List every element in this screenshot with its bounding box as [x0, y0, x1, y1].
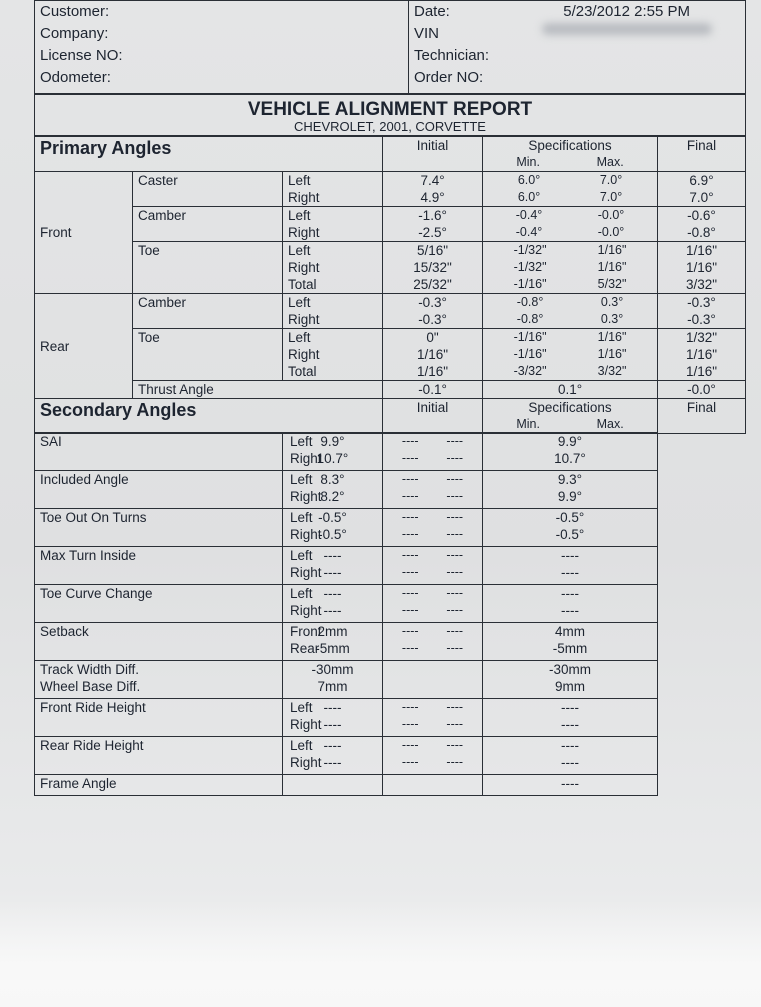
final-cell: [483, 623, 658, 661]
side-labels: [290, 547, 322, 581]
value-cell: ----: [401, 717, 419, 731]
row-label-cell: [35, 661, 283, 699]
spec-cell: [383, 737, 483, 775]
value-cell: 5/32": [597, 277, 627, 291]
value-cell: 1/32": [685, 330, 718, 345]
header-table: [34, 0, 746, 94]
row-label: SAI: [40, 434, 62, 449]
spec-header: [483, 398, 658, 433]
secondary-heading: Secondary Angles: [35, 398, 383, 433]
final-cell: [483, 471, 658, 509]
value-cell: ----: [401, 489, 419, 503]
value-cell: 1/16": [597, 243, 627, 257]
toe-label: Toe: [133, 242, 283, 294]
spec-row: [388, 450, 477, 467]
value-cell: -30mm: [311, 662, 354, 677]
value-cell: -30mm: [548, 662, 591, 677]
toe-label: Toe: [133, 329, 283, 381]
value-cell: 7.4°: [420, 173, 445, 188]
final-cell: [483, 509, 658, 547]
customer-info: [35, 1, 409, 94]
row-label: Wheel Base Diff.: [40, 679, 141, 694]
spec-row: [388, 526, 477, 543]
value-cell: -5mm: [552, 641, 588, 656]
license-label: License NO:: [40, 47, 123, 64]
value-cell: 6.9°: [689, 173, 714, 188]
value-cell: 1/16": [685, 260, 718, 275]
value-cell: ----: [561, 776, 579, 791]
side-label: Right: [290, 755, 322, 770]
value-cell: ----: [401, 434, 419, 448]
report-title-cell: [35, 95, 746, 136]
value-cell: -0.8°: [516, 295, 544, 309]
final-cell: [483, 547, 658, 585]
value-cell: 8.2°: [320, 489, 345, 504]
final-cell: [483, 433, 658, 471]
primary-table: [34, 136, 746, 399]
value-cell: ----: [446, 641, 464, 655]
value-cell: ----: [561, 755, 579, 770]
initial-cell: [283, 661, 383, 699]
value-cell: -1/32": [513, 260, 547, 274]
value-cell: ----: [323, 603, 342, 618]
side-labels: [290, 471, 322, 505]
side-label: Right: [290, 489, 322, 504]
value-cell: 10.7°: [554, 451, 586, 466]
secondary-table: [34, 398, 746, 434]
value-cell: 1/16": [685, 347, 718, 362]
side-label: Left: [288, 208, 311, 223]
value-cell: ----: [446, 434, 464, 448]
spec-row: [388, 471, 477, 488]
value-cell: 0.1°: [483, 381, 658, 399]
value-cell: -0.5°: [555, 510, 585, 525]
side-labels: [290, 509, 322, 543]
row-label-cell: [35, 585, 322, 623]
spec-label: Specifications: [528, 399, 612, 415]
value-cell: ----: [446, 717, 464, 731]
value-cell: 1/16": [597, 330, 627, 344]
value-cell: ----: [446, 624, 464, 638]
value-cell: 9mm: [555, 679, 585, 694]
value-cell: ----: [401, 641, 419, 655]
secondary-row: [35, 547, 746, 585]
value-cell: 7mm: [317, 679, 348, 694]
value-cell: 7.0°: [689, 190, 714, 205]
value-cell: -1/16": [513, 347, 547, 361]
value-cell: ----: [401, 472, 419, 486]
min-label: Min.: [516, 416, 540, 431]
secondary-row: [35, 509, 746, 547]
row-label-cell: [35, 471, 322, 509]
secondary-row: [35, 775, 746, 796]
side-label: Left: [288, 295, 311, 310]
caster-label: Caster: [133, 172, 283, 207]
spec-cell: [383, 433, 483, 471]
spec-row: [388, 585, 477, 602]
side-label: Right: [288, 260, 320, 275]
value-cell: 3/32": [597, 364, 627, 378]
final-header: Final: [658, 137, 746, 172]
value-cell: 10.7°: [316, 451, 349, 466]
value-cell: -0.3°: [687, 312, 716, 327]
spec-row: [388, 699, 477, 716]
side-labels: [290, 623, 322, 657]
side-label: Right: [290, 451, 322, 466]
value-cell: ----: [446, 527, 464, 541]
row-label: Track Width Diff.: [40, 662, 140, 677]
row-label: Frame Angle: [40, 776, 117, 791]
date-value: 5/23/2012 2:55 PM: [563, 3, 690, 20]
spec-cell: [383, 471, 483, 509]
value-cell: -1/32": [513, 243, 547, 257]
value-cell: ----: [446, 489, 464, 503]
value-cell: 9.3°: [557, 472, 583, 487]
value-cell: ----: [401, 565, 419, 579]
value-cell: ----: [323, 586, 342, 601]
final-header: Final: [658, 398, 746, 433]
side-labels: [290, 433, 322, 467]
value-cell: -0.3°: [418, 312, 447, 327]
value-cell: 4.9°: [420, 190, 445, 205]
row-label: Max Turn Inside: [40, 548, 137, 563]
value-cell: ----: [401, 527, 419, 541]
value-cell: -0.5°: [555, 527, 585, 542]
value-cell: 1/16": [416, 347, 449, 362]
value-cell: ----: [561, 738, 579, 753]
side-label: Total: [288, 364, 317, 379]
spec-row: [388, 564, 477, 581]
final-cell: [483, 737, 658, 775]
row-label: Toe Out On Turns: [40, 510, 147, 525]
value-cell: ----: [401, 738, 419, 752]
value-cell: 15/32": [413, 260, 452, 275]
value-cell: -3/32": [513, 364, 547, 378]
customer-label: Customer:: [40, 3, 110, 20]
row-label: Front Ride Height: [40, 700, 146, 715]
value-cell: ----: [401, 755, 419, 769]
primary-heading: Primary Angles: [35, 137, 383, 172]
value-cell: -0.8°: [516, 312, 544, 326]
side-label: Left: [288, 173, 311, 188]
value-cell: 0.3°: [600, 295, 624, 309]
secondary-row: [35, 471, 746, 509]
value-cell: ----: [401, 624, 419, 638]
value-cell: 0.3°: [600, 312, 624, 326]
secondary-row: [35, 699, 746, 737]
value-cell: -0.5°: [318, 510, 347, 525]
value-cell: -0.0°: [597, 225, 625, 239]
value-cell: ----: [401, 451, 419, 465]
camber-label: Camber: [133, 294, 283, 329]
value-cell: -5mm: [315, 641, 350, 656]
side-label: Left: [290, 472, 313, 487]
value-cell: ----: [561, 548, 579, 563]
value-cell: ----: [401, 510, 419, 524]
side-label: Left: [290, 738, 313, 753]
title-table: [34, 94, 746, 136]
spec-cell: [383, 699, 483, 737]
row-label-cell: [35, 737, 322, 775]
value-cell: 1/16": [416, 364, 449, 379]
side-label: Right: [288, 347, 320, 362]
value-cell: ----: [401, 548, 419, 562]
value-cell: -0.8°: [687, 225, 716, 240]
technician-label: Technician:: [414, 47, 490, 64]
value-cell: -1/16": [513, 330, 547, 344]
spec-row: [388, 716, 477, 733]
value-cell: 7.0°: [599, 173, 623, 187]
side-label: Right: [288, 190, 320, 205]
company-label: Company:: [40, 25, 109, 42]
value-cell: 9.9°: [557, 489, 583, 504]
spec-header: [483, 137, 658, 172]
value-cell: ----: [323, 548, 342, 563]
value-cell: ----: [323, 700, 342, 715]
side-labels: [290, 699, 322, 733]
value-cell: -0.3°: [418, 295, 447, 310]
date-label: Date:: [414, 3, 450, 20]
spec-row: [388, 602, 477, 619]
spec-cell: [383, 585, 483, 623]
side-label: Left: [290, 510, 313, 525]
value-cell: 1/16": [597, 260, 627, 274]
camber-label: Camber: [133, 207, 283, 242]
value-cell: ----: [561, 586, 579, 601]
value-cell: ----: [446, 586, 464, 600]
value-cell: 8.3°: [320, 472, 345, 487]
value-cell: ----: [446, 565, 464, 579]
value-cell: ----: [401, 586, 419, 600]
value-cell: ----: [446, 451, 464, 465]
value-cell: ----: [446, 510, 464, 524]
value-cell: -0.0°: [597, 208, 625, 222]
value-cell: 7.0°: [599, 190, 623, 204]
value-cell: 1/16": [685, 243, 718, 258]
secondary-row: [35, 585, 746, 623]
value-cell: ----: [323, 755, 342, 770]
secondary-row: [35, 661, 746, 699]
vehicle-subtitle: CHEVROLET, 2001, CORVETTE: [294, 119, 486, 134]
final-cell: [483, 585, 658, 623]
side-label: Left: [290, 700, 313, 715]
spec-cell: [383, 775, 483, 796]
value-cell: 1/16": [597, 347, 627, 361]
side-label: Left: [288, 243, 311, 258]
spec-row: [388, 547, 477, 564]
value-cell: -0.0°: [658, 381, 746, 399]
value-cell: ----: [446, 700, 464, 714]
value-cell: ----: [446, 738, 464, 752]
row-label-cell: [35, 509, 322, 547]
front-group-label: Front: [35, 172, 133, 294]
alignment-report: [34, 0, 746, 796]
row-label-cell: [35, 433, 322, 471]
spec-row: [388, 754, 477, 771]
value-cell: -0.3°: [687, 295, 716, 310]
side-labels: [290, 737, 322, 771]
spec-row: [388, 433, 477, 450]
initial-header: Initial: [383, 398, 483, 433]
value-cell: ----: [401, 603, 419, 617]
value-cell: 1/16": [685, 364, 718, 379]
side-label: Left: [290, 586, 313, 601]
value-cell: ----: [446, 755, 464, 769]
value-cell: 0": [426, 330, 439, 345]
spec-row: [388, 623, 477, 640]
redacted-vin: [542, 23, 712, 35]
row-label-cell: [35, 699, 322, 737]
value-cell: ----: [446, 603, 464, 617]
vin-label: VIN: [414, 25, 440, 42]
side-label: Total: [288, 277, 317, 292]
rear-group-label: Rear: [35, 294, 133, 399]
value-cell: -1.6°: [418, 208, 447, 223]
secondary-row: [35, 623, 746, 661]
max-label: Max.: [596, 416, 624, 431]
secondary-row: [35, 433, 746, 471]
side-label: Right: [290, 565, 322, 580]
min-label: Min.: [516, 155, 540, 169]
value-cell: 3/32": [685, 277, 718, 292]
report-title: VEHICLE ALIGNMENT REPORT: [247, 99, 533, 120]
value-cell: ----: [446, 472, 464, 486]
initial-cell: [283, 775, 383, 796]
side-label: Front: [290, 624, 322, 639]
side-label: Right: [288, 312, 320, 327]
spec-row: [388, 640, 477, 657]
value-cell: ----: [561, 717, 579, 732]
spec-row: [388, 737, 477, 754]
odometer-label: Odometer:: [40, 69, 111, 86]
spec-cell: [383, 547, 483, 585]
row-label: Rear Ride Height: [40, 738, 144, 753]
value-cell: 2mm: [317, 624, 348, 639]
row-label-cell: [35, 775, 283, 796]
side-label: Right: [290, 717, 322, 732]
row-label-cell: [35, 547, 322, 585]
value-cell: 4mm: [555, 624, 585, 639]
side-label: Right: [290, 527, 322, 542]
side-label: Rear: [290, 641, 320, 656]
secondary-rows: [34, 432, 746, 796]
side-labels: [290, 585, 322, 619]
spec-row: [388, 488, 477, 505]
secondary-row: [35, 737, 746, 775]
value-cell: -0.6°: [687, 208, 716, 223]
value-cell: ----: [401, 700, 419, 714]
row-label: Included Angle: [40, 472, 129, 487]
value-cell: 9.9°: [557, 434, 583, 449]
side-label: Left: [290, 434, 313, 449]
initial-header: Initial: [383, 137, 483, 172]
value-cell: ----: [323, 717, 342, 732]
page-fold-shadow: [0, 900, 761, 1007]
value-cell: 25/32": [413, 277, 452, 292]
spec-row: [388, 509, 477, 526]
value-cell: ----: [561, 565, 579, 580]
row-label-cell: [35, 623, 322, 661]
value-cell: -0.4°: [515, 225, 543, 239]
final-cell: [483, 661, 658, 699]
value-cell: ----: [323, 738, 342, 753]
value-cell: -0.1°: [383, 381, 483, 399]
final-cell: [483, 775, 658, 796]
job-info: [409, 1, 746, 94]
spec-cell: [383, 509, 483, 547]
value-cell: 5/16": [416, 243, 449, 258]
value-cell: ----: [561, 700, 579, 715]
side-label: Right: [288, 225, 320, 240]
side-label: Left: [288, 330, 311, 345]
row-label: Setback: [40, 624, 89, 639]
value-cell: ----: [446, 548, 464, 562]
side-label: Left: [290, 548, 313, 563]
spec-cell: [383, 623, 483, 661]
value-cell: ----: [561, 603, 579, 618]
value-cell: ----: [323, 565, 342, 580]
value-cell: -1/16": [513, 277, 547, 291]
spec-label: Specifications: [528, 138, 612, 153]
value-cell: 6.0°: [517, 190, 541, 204]
order-label: Order NO:: [414, 69, 484, 86]
value-cell: 9.9°: [320, 434, 345, 449]
value-cell: 6.0°: [517, 173, 541, 187]
value-cell: -2.5°: [418, 225, 447, 240]
value-cell: -0.5°: [318, 527, 347, 542]
thrust-angle-label: Thrust Angle: [133, 381, 383, 399]
max-label: Max.: [596, 155, 624, 169]
side-label: Right: [290, 603, 322, 618]
spec-cell: [383, 661, 483, 699]
final-cell: [483, 699, 658, 737]
value-cell: -0.4°: [515, 208, 543, 222]
row-label: Toe Curve Change: [40, 586, 153, 601]
